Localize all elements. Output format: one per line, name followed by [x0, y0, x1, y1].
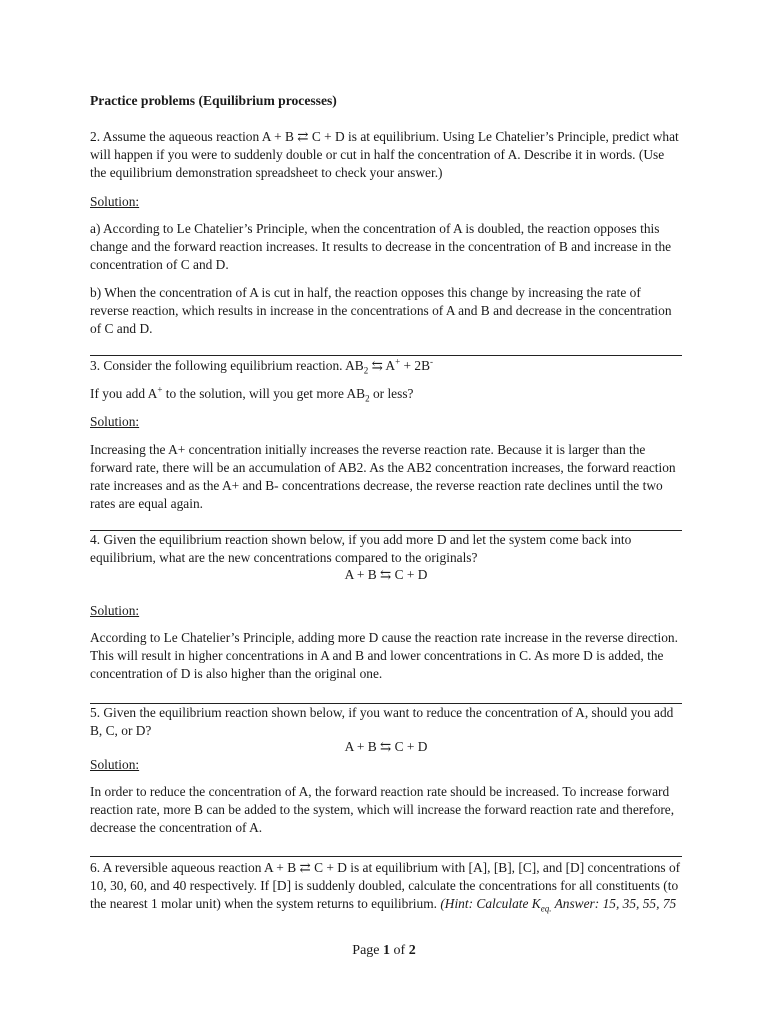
q4-solution: According to Le Chatelier’s Principle, adding more D cause the reaction rate increase in the reverse direction. This will result in higher concentrations in A and B and lower concentrations in C. As more D is added, the concentration of D is also higher than the original one. — [90, 630, 678, 681]
q6-text-a: 6. A reversible aqueous reaction A + B — [90, 860, 300, 875]
q3-q-c: or less? — [369, 386, 414, 401]
q3-solution-label: Solution: — [90, 414, 140, 429]
q5-solution-label: Solution: — [90, 757, 140, 772]
q6-hint-sub: eq. — [540, 903, 552, 914]
q2-solution-label: Solution: — [90, 194, 140, 209]
q5-equation: A + B ⇆ C + D — [344, 739, 428, 754]
footer-page-total: 2 — [408, 943, 416, 958]
q3-q-sub: 2 — [365, 393, 370, 404]
page-title: Practice problems (Equilibrium processes) — [90, 93, 337, 108]
q3-superscript-plus: + — [395, 356, 401, 367]
footer-page-number: 1 — [383, 943, 391, 958]
q4-equation: A + B ⇆ C + D — [344, 567, 428, 582]
q3-q-sup: + — [157, 384, 163, 395]
q2-solution-b: b) When the concentration of A is cut in half, the reaction opposes this change by increasing the rate of reverse reaction, which results in increase in the concentrations of A and B and decrease in the concentration of C and D. — [90, 285, 672, 336]
q3-q-b: to the solution, will you get more AB — [162, 386, 366, 401]
q6-hint — [440, 896, 677, 914]
q3-text-b: A — [385, 358, 396, 373]
question-5: 5. Given the equilibrium reaction shown below, if you want to reduce the concentration of A, should you add B, C, or D? — [90, 705, 674, 738]
q2-solution-a: a) According to Le Chatelier’s Principle, when the concentration of A is doubled, the reaction opposes this change and the forward reaction increases. It results to decrease in the concentration of B and increase in the concentration of C and D. — [90, 221, 672, 272]
q3-solution: Increasing the A+ concentration initially increases the reverse reaction rate. Because it is larger than the forward rate, there will be an accumulation of AB2. As the AB2 concentration increases, the forward reaction rate increases and as the A+ and B- concentrations decrease, the reverse reaction rate declines until the two rates are equal again. — [90, 442, 676, 511]
q4-solution-label: Solution: — [90, 603, 140, 618]
reaction-arrow: ⇄ — [297, 129, 309, 144]
page-footer — [0, 943, 768, 959]
q3-text-a: 3. Consider the following equilibrium reaction. AB — [90, 358, 364, 373]
q6-hint-a: (Hint: Calculate K — [440, 896, 541, 911]
q2-text-b: C + D is at equilibrium. Using Le Chatelier’s Principle, predict what will happen if you were to suddenly double or cut in half the concentration of A. Describe it in words. (Use the equilibrium demonstration spreadsheet to check your answer.) — [90, 129, 679, 180]
q3-subscript: 2 — [363, 365, 369, 376]
q3-q-a: If you add A — [90, 386, 158, 401]
q5-solution: In order to reduce the concentration of A, the forward reaction rate should be increased. To increase forward reaction rate, more B can be added to the system, which will increase the forward reaction rate and therefore, decrease the concentration of A. — [90, 784, 675, 835]
q3-text-c: + 2B — [400, 358, 431, 373]
divider — [90, 856, 682, 857]
question-3 — [90, 357, 682, 375]
reaction-arrow: ⇄ — [299, 860, 311, 875]
reaction-arrow: ⇆ — [368, 358, 386, 373]
footer-page-word: Page — [352, 943, 384, 958]
question-6 — [90, 859, 682, 913]
q2-text-a: 2. Assume the aqueous reaction A + B — [90, 129, 298, 144]
q6-text-b: C + D is at equilibrium with [A], [B], [C], and [D] concentrations of 10, 30, 60, and 40 respectively. If [D] is suddenly doubled, calculate the concentrations for all constituents (to the nearest 1 molar unit) when the system returns to equilibrium. — [90, 860, 681, 911]
divider — [90, 355, 682, 356]
q3-question — [90, 385, 682, 403]
footer-of-word: of — [390, 943, 409, 958]
question-4: 4. Given the equilibrium reaction shown below, if you add more D and let the system come back into equilibrium, what are the new concentrations compared to the originals? — [90, 532, 632, 565]
q3-superscript-minus: - — [430, 356, 434, 367]
question-2 — [90, 128, 682, 182]
q6-hint-b: Answer: 15, 35, 55, 75 — [551, 896, 677, 911]
